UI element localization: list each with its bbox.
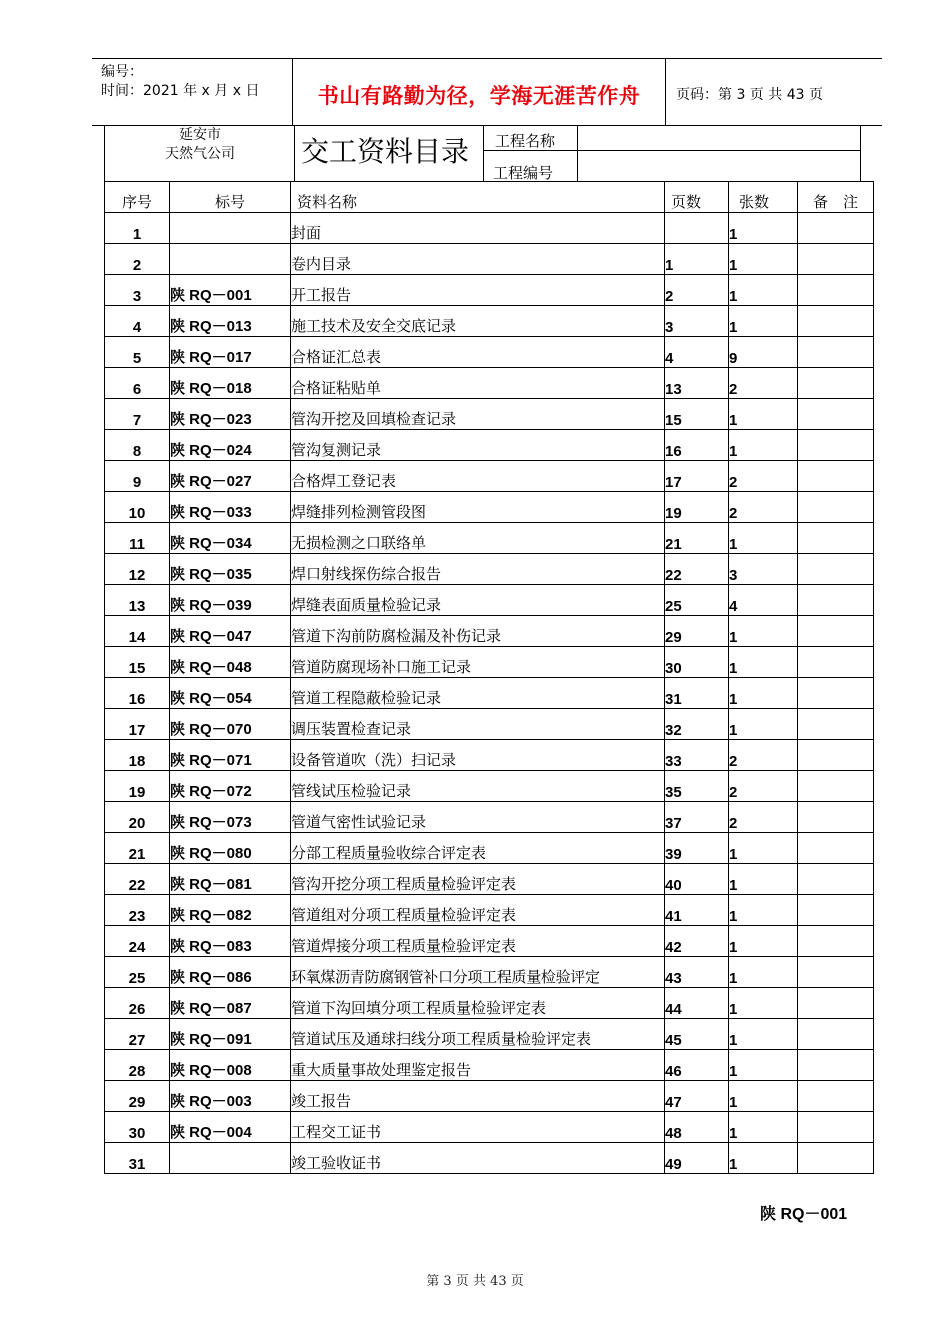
- row-remark: [798, 523, 874, 554]
- row-number: 10: [105, 492, 170, 523]
- row-code: 陕 RQ－013: [170, 306, 291, 337]
- row-document-name: 焊缝排列检测管段图: [291, 492, 665, 523]
- row-code: 陕 RQ－081: [170, 864, 291, 895]
- row-remark: [798, 492, 874, 523]
- company-name-line: 延安市: [179, 127, 221, 143]
- row-number: 31: [105, 1143, 170, 1174]
- table-row: [105, 771, 874, 802]
- row-code: 陕 RQ－073: [170, 802, 291, 833]
- table-row: [105, 1019, 874, 1050]
- row-code: [170, 244, 291, 275]
- row-sheet-count: 1: [729, 957, 798, 988]
- header-divider: [292, 58, 293, 126]
- row-page-number: 13: [665, 368, 729, 399]
- row-page-number: 41: [665, 895, 729, 926]
- table-row: [105, 244, 874, 275]
- document-number-label: 编号：: [101, 64, 143, 80]
- row-remark: [798, 337, 874, 368]
- row-document-name: 封面: [291, 213, 665, 244]
- header-divider: [665, 58, 666, 126]
- row-code: 陕 RQ－008: [170, 1050, 291, 1081]
- row-document-name: 竣工验收证书: [291, 1143, 665, 1174]
- page-footer: 第 3 页 共 43 页: [426, 1274, 524, 1289]
- row-code: 陕 RQ－048: [170, 647, 291, 678]
- row-remark: [798, 1143, 874, 1174]
- row-code: 陕 RQ－035: [170, 554, 291, 585]
- column-header: 序号: [105, 182, 170, 213]
- row-sheet-count: 1: [729, 1081, 798, 1112]
- row-document-name: 管道防腐现场补口施工记录: [291, 647, 665, 678]
- row-code: 陕 RQ－001: [170, 275, 291, 306]
- row-number: 22: [105, 864, 170, 895]
- row-page-number: 25: [665, 585, 729, 616]
- row-remark: [798, 430, 874, 461]
- row-document-name: 管沟开挖分项工程质量检验评定表: [291, 864, 665, 895]
- row-document-name: 管道下沟回填分项工程质量检验评定表: [291, 988, 665, 1019]
- title-divider: [294, 126, 295, 182]
- row-remark: [798, 1081, 874, 1112]
- row-sheet-count: 2: [729, 771, 798, 802]
- row-code: 陕 RQ－086: [170, 957, 291, 988]
- row-remark: [798, 616, 874, 647]
- row-page-number: 22: [665, 554, 729, 585]
- row-code: 陕 RQ－047: [170, 616, 291, 647]
- row-page-number: 21: [665, 523, 729, 554]
- row-page-number: 42: [665, 926, 729, 957]
- row-page-number: 1: [665, 244, 729, 275]
- row-code: 陕 RQ－018: [170, 368, 291, 399]
- row-number: 9: [105, 461, 170, 492]
- table-row: [105, 709, 874, 740]
- row-document-name: 施工技术及安全交底记录: [291, 306, 665, 337]
- table-row: [105, 306, 874, 337]
- row-code: 陕 RQ－039: [170, 585, 291, 616]
- row-code: 陕 RQ－033: [170, 492, 291, 523]
- row-sheet-count: 2: [729, 461, 798, 492]
- table-header-row: [105, 182, 874, 213]
- row-page-number: 47: [665, 1081, 729, 1112]
- row-page-number: 48: [665, 1112, 729, 1143]
- row-document-name: 管道下沟前防腐检漏及补伤记录: [291, 616, 665, 647]
- table-row: [105, 523, 874, 554]
- row-document-name: 重大质量事故处理鉴定报告: [291, 1050, 665, 1081]
- row-document-name: 开工报告: [291, 275, 665, 306]
- row-page-number: 31: [665, 678, 729, 709]
- row-document-name: 卷内目录: [291, 244, 665, 275]
- row-number: 23: [105, 895, 170, 926]
- table-row: [105, 1081, 874, 1112]
- row-remark: [798, 957, 874, 988]
- row-remark: [798, 585, 874, 616]
- row-number: 26: [105, 988, 170, 1019]
- row-page-number: 4: [665, 337, 729, 368]
- row-page-number: 30: [665, 647, 729, 678]
- row-code: 陕 RQ－004: [170, 1112, 291, 1143]
- company-name-line: 天然气公司: [165, 146, 235, 162]
- row-code: 陕 RQ－017: [170, 337, 291, 368]
- row-page-number: [665, 213, 729, 244]
- table-row: [105, 337, 874, 368]
- row-sheet-count: 1: [729, 275, 798, 306]
- row-page-number: 40: [665, 864, 729, 895]
- table-row: [105, 895, 874, 926]
- motto-text: 书山有路勤为径，学海无涯苦作舟: [317, 84, 641, 108]
- row-document-name: 分部工程质量验收综合评定表: [291, 833, 665, 864]
- row-remark: [798, 833, 874, 864]
- row-remark: [798, 864, 874, 895]
- row-sheet-count: 2: [729, 492, 798, 523]
- row-remark: [798, 895, 874, 926]
- title-divider: [577, 126, 578, 182]
- row-sheet-count: 1: [729, 1050, 798, 1081]
- row-document-name: 管道试压及通球扫线分项工程质量检验评定表: [291, 1019, 665, 1050]
- row-code: 陕 RQ－027: [170, 461, 291, 492]
- title-block: [104, 125, 861, 182]
- row-sheet-count: 1: [729, 213, 798, 244]
- row-document-name: 管沟开挖及回填检查记录: [291, 399, 665, 430]
- row-code: 陕 RQ－083: [170, 926, 291, 957]
- row-document-name: 管沟复测记录: [291, 430, 665, 461]
- row-sheet-count: 1: [729, 678, 798, 709]
- row-number: 27: [105, 1019, 170, 1050]
- row-document-name: 工程交工证书: [291, 1112, 665, 1143]
- table-row: [105, 864, 874, 895]
- row-number: 12: [105, 554, 170, 585]
- row-code: 陕 RQ－091: [170, 1019, 291, 1050]
- row-code: 陕 RQ－054: [170, 678, 291, 709]
- row-remark: [798, 926, 874, 957]
- table-row: [105, 678, 874, 709]
- row-code: 陕 RQ－087: [170, 988, 291, 1019]
- table-row: [105, 1050, 874, 1081]
- table-row: [105, 399, 874, 430]
- row-remark: [798, 771, 874, 802]
- row-remark: [798, 647, 874, 678]
- row-page-number: 2: [665, 275, 729, 306]
- row-number: 24: [105, 926, 170, 957]
- row-number: 8: [105, 430, 170, 461]
- row-document-name: 设备管道吹（洗）扫记录: [291, 740, 665, 771]
- table-row: [105, 957, 874, 988]
- row-number: 30: [105, 1112, 170, 1143]
- row-page-number: 15: [665, 399, 729, 430]
- row-sheet-count: 1: [729, 523, 798, 554]
- page-title: 交工资料目录: [301, 135, 470, 168]
- row-sheet-count: 1: [729, 1112, 798, 1143]
- table-row: [105, 368, 874, 399]
- row-sheet-count: 3: [729, 554, 798, 585]
- table-row: [105, 647, 874, 678]
- row-number: 21: [105, 833, 170, 864]
- row-document-name: 合格证粘贴单: [291, 368, 665, 399]
- row-sheet-count: 1: [729, 709, 798, 740]
- row-sheet-count: 2: [729, 802, 798, 833]
- row-page-number: 43: [665, 957, 729, 988]
- row-sheet-count: 1: [729, 430, 798, 461]
- row-sheet-count: 1: [729, 895, 798, 926]
- row-page-number: 29: [665, 616, 729, 647]
- row-code: 陕 RQ－023: [170, 399, 291, 430]
- row-number: 15: [105, 647, 170, 678]
- row-document-name: 管道组对分项工程质量检验评定表: [291, 895, 665, 926]
- row-page-number: 32: [665, 709, 729, 740]
- row-number: 5: [105, 337, 170, 368]
- row-page-number: 39: [665, 833, 729, 864]
- row-remark: [798, 709, 874, 740]
- row-code: [170, 1143, 291, 1174]
- row-sheet-count: 1: [729, 399, 798, 430]
- row-code: 陕 RQ－072: [170, 771, 291, 802]
- row-sheet-count: 2: [729, 740, 798, 771]
- row-page-number: 17: [665, 461, 729, 492]
- row-document-name: 竣工报告: [291, 1081, 665, 1112]
- row-document-name: 焊缝表面质量检验记录: [291, 585, 665, 616]
- table-row: [105, 926, 874, 957]
- table-row: [105, 461, 874, 492]
- row-remark: [798, 740, 874, 771]
- row-page-number: 19: [665, 492, 729, 523]
- column-header: 资料名称: [291, 182, 665, 213]
- title-divider: [483, 126, 484, 182]
- row-document-name: 环氧煤沥青防腐钢管补口分项工程质量检验评定: [291, 957, 665, 988]
- row-code: 陕 RQ－034: [170, 523, 291, 554]
- row-remark: [798, 678, 874, 709]
- row-code: 陕 RQ－082: [170, 895, 291, 926]
- row-code: [170, 213, 291, 244]
- row-code: 陕 RQ－024: [170, 430, 291, 461]
- row-remark: [798, 399, 874, 430]
- row-number: 2: [105, 244, 170, 275]
- page-indicator: 页码：第 3 页 共 43 页: [676, 87, 823, 103]
- row-sheet-count: 1: [729, 864, 798, 895]
- row-code: 陕 RQ－003: [170, 1081, 291, 1112]
- column-header: 张数: [729, 182, 798, 213]
- row-remark: [798, 988, 874, 1019]
- table-row: [105, 1112, 874, 1143]
- row-number: 13: [105, 585, 170, 616]
- row-number: 18: [105, 740, 170, 771]
- project-number-label: 工程编号: [493, 164, 554, 182]
- table-row: [105, 616, 874, 647]
- row-page-number: 33: [665, 740, 729, 771]
- table-row: [105, 275, 874, 306]
- row-number: 28: [105, 1050, 170, 1081]
- row-page-number: 49: [665, 1143, 729, 1174]
- table-row: [105, 988, 874, 1019]
- company-name: [105, 126, 295, 164]
- row-code: 陕 RQ－071: [170, 740, 291, 771]
- row-sheet-count: 4: [729, 585, 798, 616]
- row-page-number: 45: [665, 1019, 729, 1050]
- row-remark: [798, 1112, 874, 1143]
- row-number: 19: [105, 771, 170, 802]
- row-remark: [798, 244, 874, 275]
- row-remark: [798, 1019, 874, 1050]
- column-header: 页数: [665, 182, 729, 213]
- row-sheet-count: 1: [729, 833, 798, 864]
- row-page-number: 37: [665, 802, 729, 833]
- row-document-name: 合格证汇总表: [291, 337, 665, 368]
- row-remark: [798, 802, 874, 833]
- row-number: 4: [105, 306, 170, 337]
- row-document-name: 管线试压检验记录: [291, 771, 665, 802]
- row-number: 25: [105, 957, 170, 988]
- row-number: 16: [105, 678, 170, 709]
- row-sheet-count: 1: [729, 306, 798, 337]
- row-number: 14: [105, 616, 170, 647]
- column-header: 标号: [170, 182, 291, 213]
- row-page-number: 3: [665, 306, 729, 337]
- document-index-table: [104, 181, 874, 1174]
- row-document-name: 焊口射线探伤综合报告: [291, 554, 665, 585]
- row-remark: [798, 275, 874, 306]
- row-remark: [798, 554, 874, 585]
- table-row: [105, 1143, 874, 1174]
- column-header: 备 注: [798, 182, 874, 213]
- row-page-number: 46: [665, 1050, 729, 1081]
- row-number: 7: [105, 399, 170, 430]
- row-remark: [798, 1050, 874, 1081]
- row-number: 29: [105, 1081, 170, 1112]
- header-top-rule: [92, 58, 882, 59]
- table-row: [105, 833, 874, 864]
- row-page-number: 16: [665, 430, 729, 461]
- row-code: 陕 RQ－080: [170, 833, 291, 864]
- row-sheet-count: 1: [729, 1019, 798, 1050]
- row-sheet-count: 9: [729, 337, 798, 368]
- row-remark: [798, 306, 874, 337]
- row-number: 20: [105, 802, 170, 833]
- row-page-number: 44: [665, 988, 729, 1019]
- row-document-name: 管道气密性试验记录: [291, 802, 665, 833]
- row-sheet-count: 1: [729, 1143, 798, 1174]
- table-row: [105, 740, 874, 771]
- table-row: [105, 802, 874, 833]
- table-row: [105, 213, 874, 244]
- row-document-name: 管道焊接分项工程质量检验评定表: [291, 926, 665, 957]
- row-sheet-count: 1: [729, 988, 798, 1019]
- row-page-number: 35: [665, 771, 729, 802]
- row-remark: [798, 213, 874, 244]
- row-document-name: 无损检测之口联络单: [291, 523, 665, 554]
- form-code: 陕 RQ－001: [760, 1206, 848, 1223]
- row-code: 陕 RQ－070: [170, 709, 291, 740]
- row-sheet-count: 1: [729, 926, 798, 957]
- row-sheet-count: 1: [729, 244, 798, 275]
- row-document-name: 管道工程隐蔽检验记录: [291, 678, 665, 709]
- row-number: 11: [105, 523, 170, 554]
- row-document-name: 调压装置检查记录: [291, 709, 665, 740]
- table-row: [105, 554, 874, 585]
- row-sheet-count: 1: [729, 647, 798, 678]
- row-sheet-count: 2: [729, 368, 798, 399]
- project-name-label: 工程名称: [495, 132, 556, 150]
- table-row: [105, 585, 874, 616]
- row-number: 17: [105, 709, 170, 740]
- row-number: 1: [105, 213, 170, 244]
- row-document-name: 合格焊工登记表: [291, 461, 665, 492]
- row-remark: [798, 461, 874, 492]
- row-sheet-count: 1: [729, 616, 798, 647]
- row-remark: [798, 368, 874, 399]
- table-row: [105, 492, 874, 523]
- row-number: 3: [105, 275, 170, 306]
- document-time-label: 时间：2021 年 x 月 x 日: [101, 83, 260, 99]
- table-row: [105, 430, 874, 461]
- row-number: 6: [105, 368, 170, 399]
